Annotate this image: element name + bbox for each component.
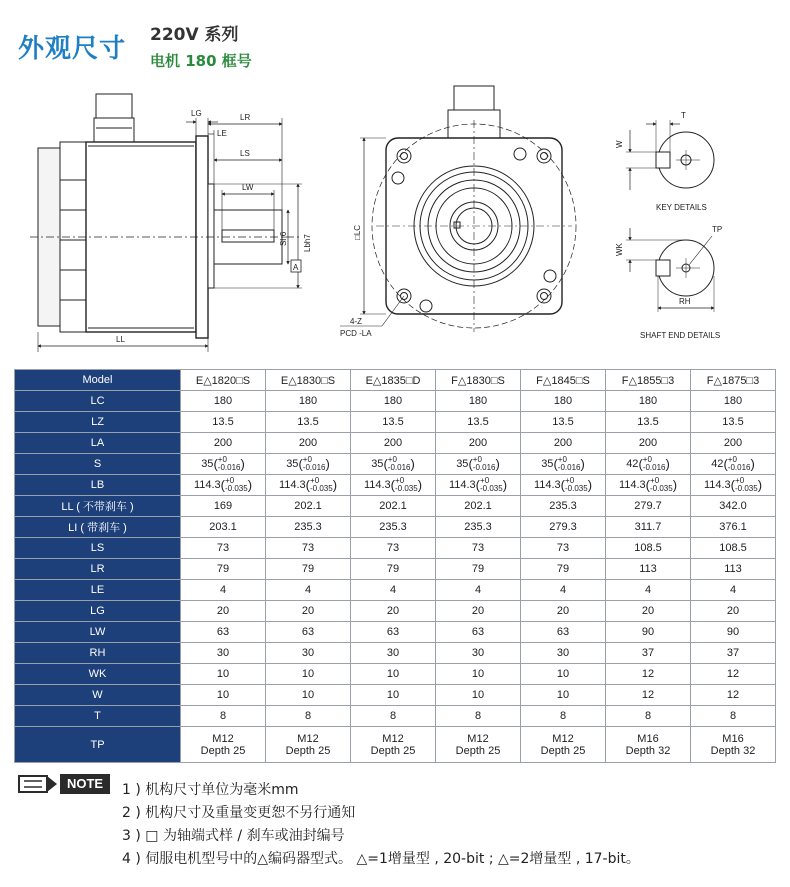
- row-label: LS: [15, 538, 181, 559]
- table-cell: 8: [521, 706, 606, 727]
- table-cell: 37: [606, 643, 691, 664]
- table-cell: 200: [606, 433, 691, 454]
- dim-lc-label: □LC: [353, 224, 362, 240]
- cell-value: 35: [541, 457, 554, 470]
- table-cell: 20: [521, 601, 606, 622]
- cell-line: M12: [467, 732, 489, 745]
- table-cell: 13.5: [351, 412, 436, 433]
- tolerance: +0 -0.016: [727, 455, 751, 472]
- cell-line: M12: [552, 732, 574, 745]
- table-cell: 202.1: [436, 496, 521, 517]
- tolerance: +0 -0.035: [395, 476, 418, 493]
- row-label: LI ( 带刹车 ): [15, 517, 181, 538]
- table-cell: 10: [351, 685, 436, 706]
- side-view-drawing: [30, 94, 302, 352]
- row-label: W: [15, 685, 181, 706]
- table-row: [15, 559, 776, 580]
- tolerance: +0 -0.035: [565, 476, 588, 493]
- cell-line: Depth 25: [540, 744, 586, 757]
- cell-line: M12: [382, 732, 404, 745]
- table-cell: 13.5: [691, 412, 776, 433]
- note-item-4: 4 ) 伺服电机型号中的△编码器型式。 △=1增量型 , 20-bit ; △=2增量型 , 17-bit。: [122, 851, 640, 867]
- front-view-drawing: [340, 86, 576, 332]
- tolerance: +0 -0.035: [735, 476, 758, 493]
- table-cell: 235.3: [266, 517, 351, 538]
- table-cell: 180: [521, 391, 606, 412]
- table-cell: 10: [436, 664, 521, 685]
- row-label: WK: [15, 664, 181, 685]
- cell-line: Depth 25: [200, 744, 246, 757]
- table-cell: 342.0: [691, 496, 776, 517]
- table-cell: 13.5: [436, 412, 521, 433]
- cell-line: M12: [297, 732, 319, 745]
- table-cell: 8: [606, 706, 691, 727]
- dim-wk-label: WK: [615, 243, 624, 256]
- table-cell: 180: [691, 391, 776, 412]
- table-cell: 35( +0 -0.016 ): [521, 454, 606, 475]
- table-cell: [351, 727, 436, 763]
- row-label: T: [15, 706, 181, 727]
- table-cell: 180: [606, 391, 691, 412]
- table-cell: 79: [521, 559, 606, 580]
- cell-line: M12: [212, 732, 234, 745]
- row-label: LA: [15, 433, 181, 454]
- table-cell: 4: [436, 580, 521, 601]
- cell-line: M16: [722, 732, 744, 745]
- table-row: [15, 391, 776, 412]
- tolerance: +0 -0.035: [310, 476, 333, 493]
- tolerance: +0 -0.016: [302, 455, 326, 472]
- cell-line: M16: [637, 732, 659, 745]
- table-cell: 20: [691, 601, 776, 622]
- table-cell: 63: [521, 622, 606, 643]
- table-cell: 73: [436, 538, 521, 559]
- row-label: LG: [15, 601, 181, 622]
- table-cell: 180: [351, 391, 436, 412]
- table-cell: 108.5: [606, 538, 691, 559]
- table-cell: 200: [691, 433, 776, 454]
- table-cell: 20: [436, 601, 521, 622]
- table-cell: 10: [181, 685, 266, 706]
- table-cell: 4: [691, 580, 776, 601]
- cell-value: 114.3: [448, 478, 476, 491]
- frame-size-label: 电机 180 框号: [150, 52, 252, 70]
- table-cell: 79: [351, 559, 436, 580]
- row-label: LC: [15, 391, 181, 412]
- table-cell: 12: [606, 685, 691, 706]
- table-cell: 12: [691, 664, 776, 685]
- table-cell: 90: [606, 622, 691, 643]
- row-label: LW: [15, 622, 181, 643]
- cell-value: 114.3: [193, 478, 221, 491]
- table-row: [15, 664, 776, 685]
- table-cell: 10: [181, 664, 266, 685]
- table-cell: 200: [351, 433, 436, 454]
- column-header-model-4: F△1830□S: [436, 370, 521, 391]
- table-cell: 235.3: [351, 517, 436, 538]
- table-cell: 63: [436, 622, 521, 643]
- cell-value: 114.3: [703, 478, 731, 491]
- row-label: LR: [15, 559, 181, 580]
- table-cell: 12: [606, 664, 691, 685]
- table-cell: 114.3( +0 -0.035 ): [351, 475, 436, 496]
- table-cell: [606, 727, 691, 763]
- cell-line: Depth 25: [285, 744, 331, 757]
- table-row: [15, 475, 776, 496]
- table-cell: 35( +0 -0.016 ): [436, 454, 521, 475]
- table-cell: 114.3( +0 -0.035 ): [181, 475, 266, 496]
- row-label: TP: [15, 727, 181, 763]
- shaft-end-drawing: [626, 228, 714, 312]
- table-cell: 35( +0 -0.016 ): [351, 454, 436, 475]
- datum-a-label: A: [293, 263, 299, 272]
- dim-lg-label: LG: [191, 109, 202, 118]
- table-cell: 10: [521, 664, 606, 685]
- table-cell: 73: [521, 538, 606, 559]
- column-header-model-6: F△1855□3: [606, 370, 691, 391]
- dim-le-label: LE: [217, 129, 227, 138]
- cell-line: Depth 25: [455, 744, 501, 757]
- cell-value: 42: [711, 457, 724, 470]
- cell-value: 35: [456, 457, 469, 470]
- tolerance: +0 -0.035: [225, 476, 248, 493]
- dim-ls-label: LS: [240, 149, 250, 158]
- table-cell: 8: [691, 706, 776, 727]
- table-row: [15, 643, 776, 664]
- table-cell: 13.5: [266, 412, 351, 433]
- table-cell: 279.3: [521, 517, 606, 538]
- table-cell: 30: [266, 643, 351, 664]
- cell-value: 35: [201, 457, 214, 470]
- table-row: [15, 517, 776, 538]
- table-cell: 63: [266, 622, 351, 643]
- table-cell: 279.7: [606, 496, 691, 517]
- note-pencil-icon: [18, 774, 58, 794]
- table-cell: 200: [521, 433, 606, 454]
- table-row: [15, 622, 776, 643]
- page-title: 外观尺寸: [18, 34, 127, 64]
- table-row: [15, 496, 776, 517]
- table-cell: 180: [266, 391, 351, 412]
- dim-pcd-label: PCD -LA: [340, 329, 372, 338]
- tolerance: +0 -0.016: [472, 455, 496, 472]
- table-cell: [181, 727, 266, 763]
- table-row: [15, 580, 776, 601]
- note-item-3: 3 ) □ 为轴端式样 / 刹车或油封编号: [122, 828, 345, 844]
- column-header-model-2: E△1830□S: [266, 370, 351, 391]
- table-cell: 73: [351, 538, 436, 559]
- table-cell: 30: [351, 643, 436, 664]
- table-cell: 200: [266, 433, 351, 454]
- table-row: [15, 538, 776, 559]
- table-cell: 8: [181, 706, 266, 727]
- table-cell: 8: [266, 706, 351, 727]
- table-row: [15, 706, 776, 727]
- table-cell: 202.1: [266, 496, 351, 517]
- table-cell: 63: [181, 622, 266, 643]
- row-label: RH: [15, 643, 181, 664]
- table-cell: 42( +0 -0.016 ): [691, 454, 776, 475]
- table-cell: 114.3( +0 -0.035 ): [266, 475, 351, 496]
- dim-lbh7-label: Lbh7: [303, 234, 312, 252]
- cell-value: 114.3: [278, 478, 306, 491]
- tolerance: +0 -0.016: [217, 455, 241, 472]
- table-cell: [266, 727, 351, 763]
- dim-w-label: W: [615, 140, 624, 148]
- cell-value: 35: [286, 457, 299, 470]
- table-cell: 203.1: [181, 517, 266, 538]
- note-item-2: 2 ) 机构尺寸及重量变更恕不另行通知: [122, 805, 356, 821]
- dim-sh6-label: Sh6: [279, 231, 288, 246]
- tolerance: +0 -0.016: [642, 455, 666, 472]
- dim-rh-label: RH: [679, 297, 691, 306]
- cell-value: 42: [626, 457, 639, 470]
- table-cell: 4: [351, 580, 436, 601]
- table-cell: 30: [181, 643, 266, 664]
- table-cell: 42( +0 -0.016 ): [606, 454, 691, 475]
- column-header-model-1: E△1820□S: [181, 370, 266, 391]
- table-cell: 20: [606, 601, 691, 622]
- table-header-row: [15, 370, 776, 391]
- table-row: [15, 727, 776, 763]
- table-cell: 180: [436, 391, 521, 412]
- row-label: LB: [15, 475, 181, 496]
- table-cell: [436, 727, 521, 763]
- table-cell: 113: [606, 559, 691, 580]
- table-cell: 235.3: [436, 517, 521, 538]
- row-label: S: [15, 454, 181, 475]
- table-cell: 114.3( +0 -0.035 ): [606, 475, 691, 496]
- table-cell: 114.3( +0 -0.035 ): [436, 475, 521, 496]
- cell-value: 114.3: [363, 478, 391, 491]
- table-cell: 10: [266, 664, 351, 685]
- table-cell: 20: [266, 601, 351, 622]
- table-cell: 73: [266, 538, 351, 559]
- table-cell: 200: [436, 433, 521, 454]
- table-cell: 79: [266, 559, 351, 580]
- dimension-spec-table: [14, 369, 776, 763]
- table-cell: 4: [266, 580, 351, 601]
- table-cell: 79: [181, 559, 266, 580]
- cell-line: Depth 25: [370, 744, 416, 757]
- column-header-model: Model: [15, 370, 181, 391]
- table-cell: 73: [181, 538, 266, 559]
- row-label: LE: [15, 580, 181, 601]
- cell-value: 114.3: [533, 478, 561, 491]
- cell-line: Depth 32: [625, 744, 671, 757]
- dimension-drawings: [0, 80, 790, 362]
- table-cell: 4: [181, 580, 266, 601]
- table-cell: 63: [351, 622, 436, 643]
- table-row: [15, 433, 776, 454]
- table-row: [15, 601, 776, 622]
- table-cell: 13.5: [606, 412, 691, 433]
- table-cell: 169: [181, 496, 266, 517]
- table-cell: 79: [436, 559, 521, 580]
- row-label: LL ( 不带刹车 ): [15, 496, 181, 517]
- dim-ll-label: LL: [116, 335, 125, 344]
- table-cell: [691, 727, 776, 763]
- table-row: [15, 454, 776, 475]
- table-cell: 13.5: [521, 412, 606, 433]
- table-cell: 10: [351, 664, 436, 685]
- table-cell: 113: [691, 559, 776, 580]
- table-cell: 8: [351, 706, 436, 727]
- table-cell: 202.1: [351, 496, 436, 517]
- dim-4z-label: 4-Z: [350, 317, 362, 326]
- note-item-1: 1 ) 机构尺寸单位为毫米mm: [122, 782, 299, 798]
- table-row: [15, 412, 776, 433]
- table-cell: 30: [521, 643, 606, 664]
- table-cell: 10: [266, 685, 351, 706]
- cell-value: 114.3: [618, 478, 646, 491]
- table-cell: 12: [691, 685, 776, 706]
- table-cell: 108.5: [691, 538, 776, 559]
- table-cell: 10: [521, 685, 606, 706]
- table-cell: 235.3: [521, 496, 606, 517]
- table-cell: 35( +0 -0.016 ): [266, 454, 351, 475]
- table-cell: 10: [436, 685, 521, 706]
- table-cell: 376.1: [691, 517, 776, 538]
- table-cell: 4: [521, 580, 606, 601]
- tolerance: +0 -0.035: [480, 476, 503, 493]
- table-cell: 200: [181, 433, 266, 454]
- series-label: 220V 系列: [150, 25, 239, 45]
- column-header-model-5: F△1845□S: [521, 370, 606, 391]
- table-cell: 37: [691, 643, 776, 664]
- table-cell: 114.3( +0 -0.035 ): [521, 475, 606, 496]
- table-cell: 20: [351, 601, 436, 622]
- tolerance: +0 -0.016: [557, 455, 581, 472]
- shaft-end-details-caption: SHAFT END DETAILS: [640, 331, 721, 340]
- tolerance: +0 -0.016: [387, 455, 411, 472]
- tolerance: +0 -0.035: [650, 476, 673, 493]
- table-cell: 114.3( +0 -0.035 ): [691, 475, 776, 496]
- key-details-caption: KEY DETAILS: [656, 203, 707, 212]
- table-cell: 4: [606, 580, 691, 601]
- column-header-model-7: F△1875□3: [691, 370, 776, 391]
- dim-tp-label: TP: [712, 225, 723, 234]
- column-header-model-3: E△1835□D: [351, 370, 436, 391]
- table-cell: 20: [181, 601, 266, 622]
- row-label: LZ: [15, 412, 181, 433]
- table-cell: 8: [436, 706, 521, 727]
- note-badge: NOTE: [60, 774, 110, 794]
- dim-lr-label: LR: [240, 113, 251, 122]
- table-cell: 30: [436, 643, 521, 664]
- table-row: [15, 685, 776, 706]
- table-cell: [521, 727, 606, 763]
- table-cell: 90: [691, 622, 776, 643]
- table-cell: 311.7: [606, 517, 691, 538]
- cell-line: Depth 32: [710, 744, 756, 757]
- cell-value: 35: [371, 457, 384, 470]
- dim-lw-label: LW: [242, 183, 254, 192]
- key-details-drawing: [626, 120, 714, 190]
- table-cell: 35( +0 -0.016 ): [181, 454, 266, 475]
- dim-t-label: T: [681, 111, 686, 120]
- table-cell: 180: [181, 391, 266, 412]
- table-cell: 13.5: [181, 412, 266, 433]
